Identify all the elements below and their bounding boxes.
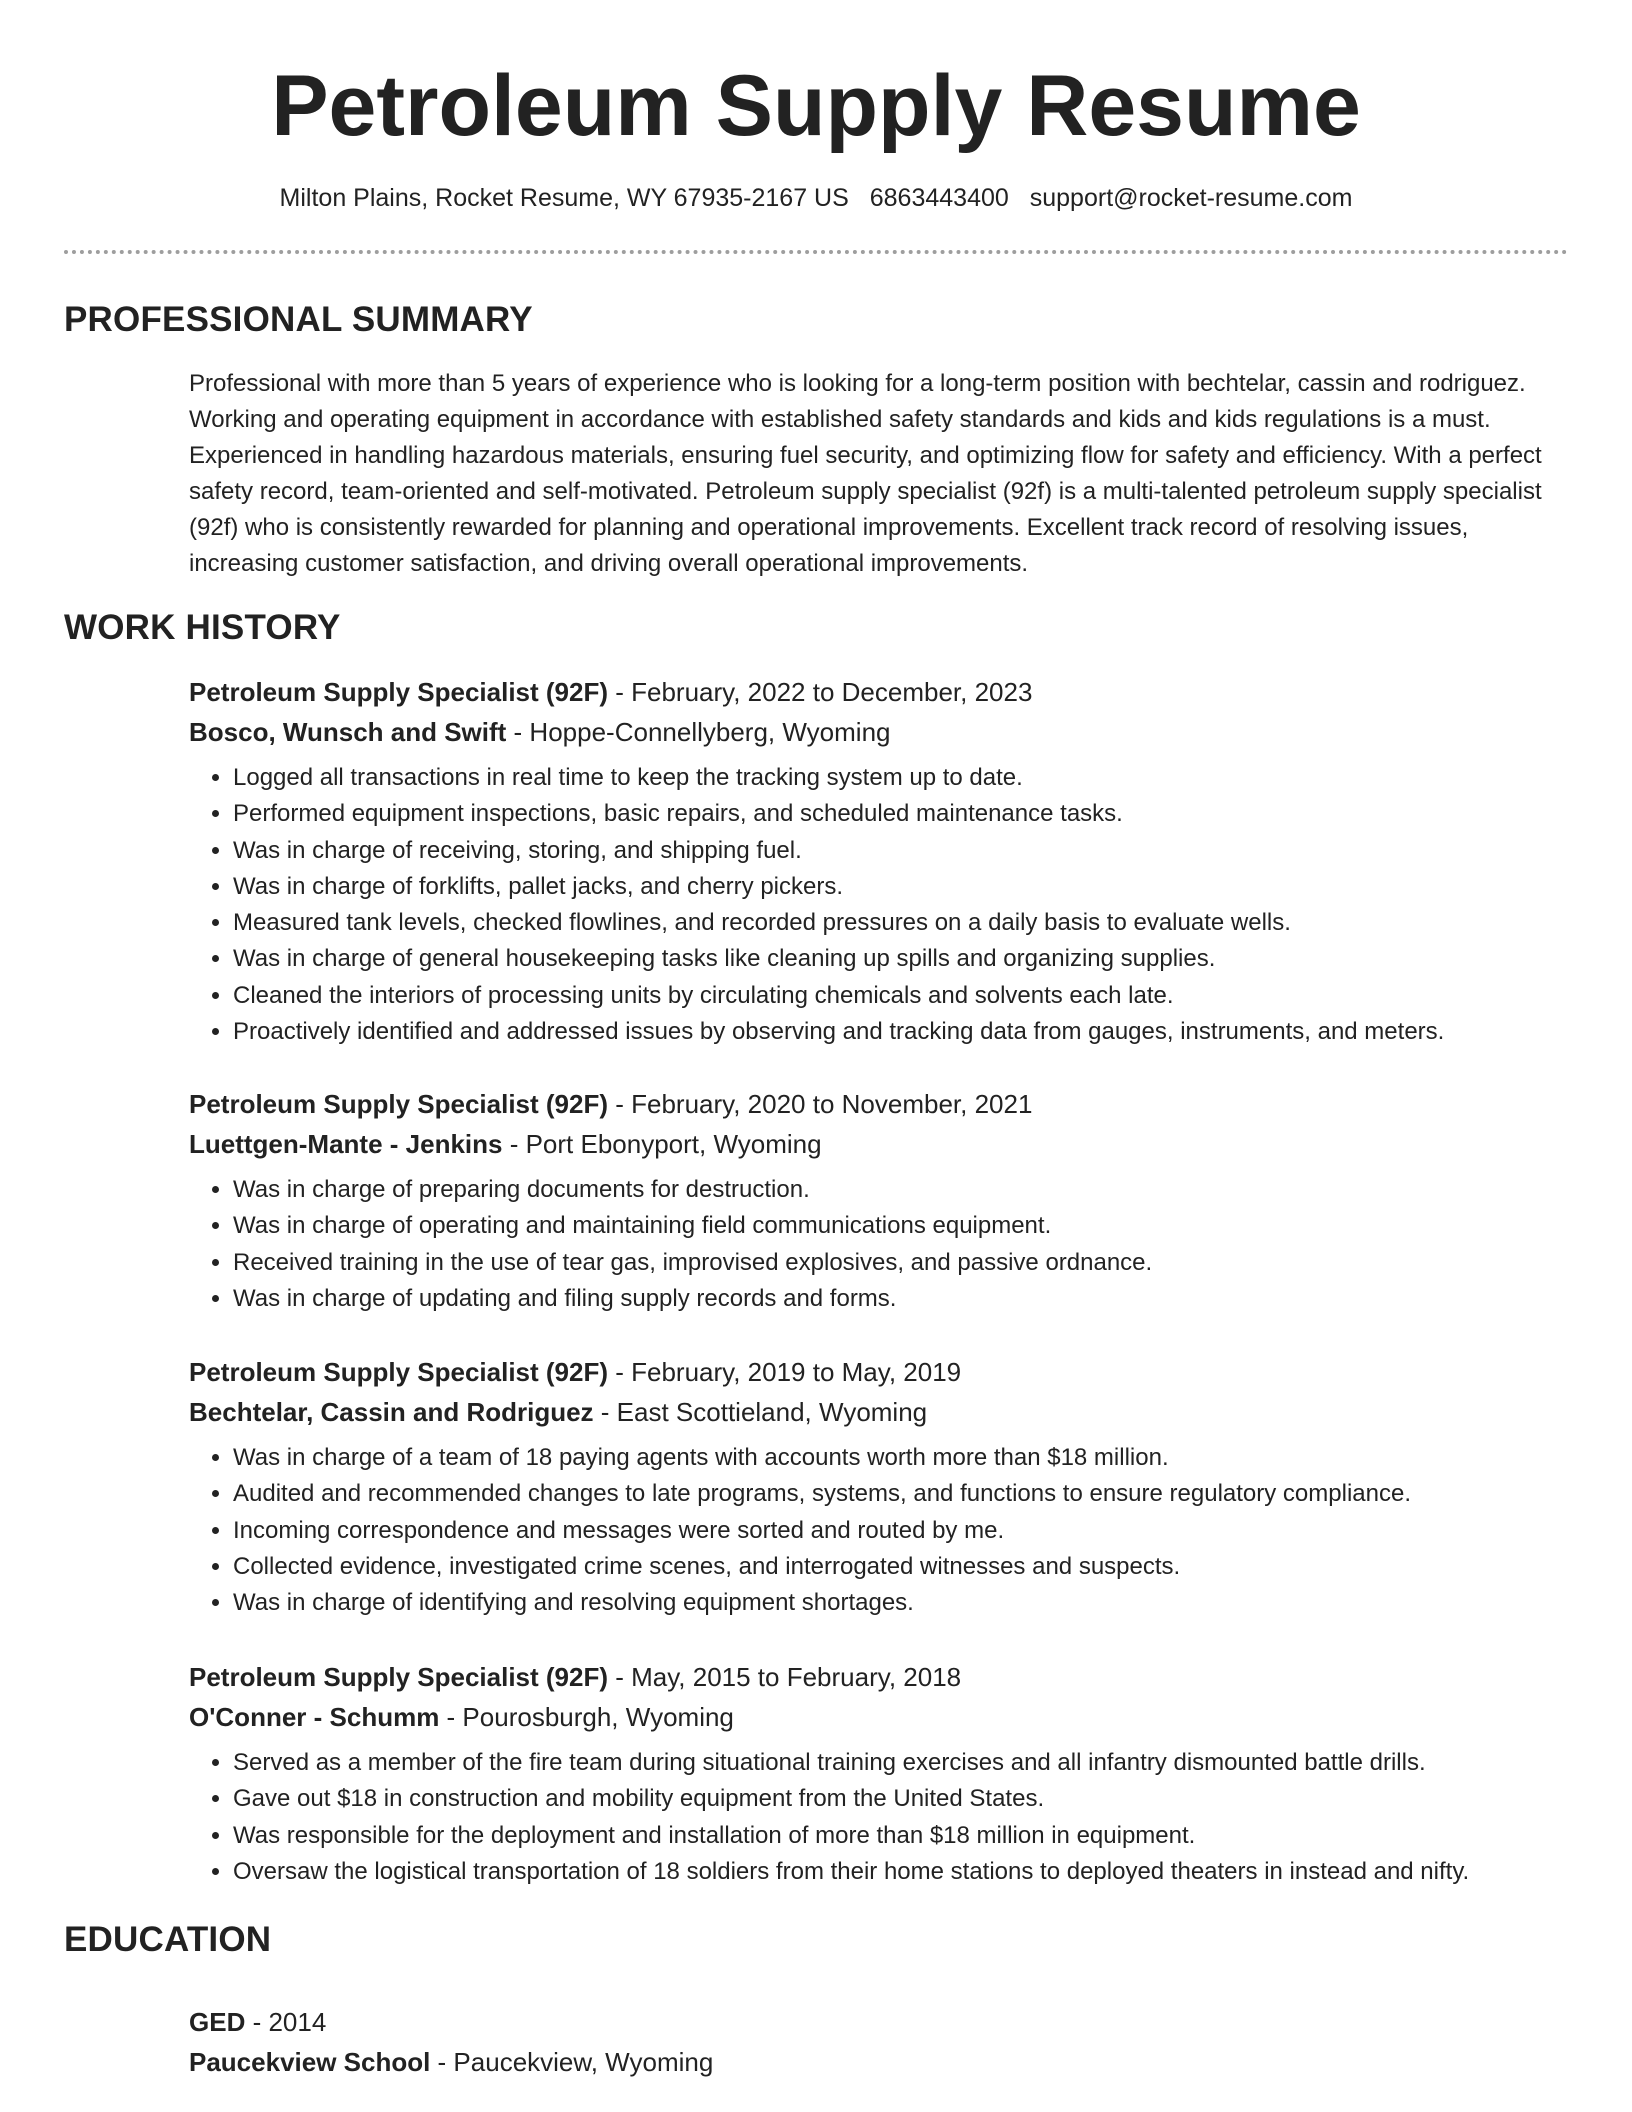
job-dates: - February, 2019 to May, 2019 — [608, 1357, 962, 1387]
job-entry — [189, 1352, 1569, 1621]
contact-line — [0, 180, 1632, 216]
job-dates: - May, 2015 to February, 2018 — [608, 1662, 962, 1692]
job-role: Petroleum Supply Specialist (92F) — [189, 677, 608, 707]
job-company-line — [189, 1124, 1569, 1164]
job-dates: - February, 2020 to November, 2021 — [608, 1089, 1033, 1119]
job-bullets — [189, 1440, 1569, 1621]
education-school: Paucekview School — [189, 2047, 431, 2077]
education-school-line — [189, 2042, 713, 2082]
job-location: - East Scottieland, Wyoming — [593, 1397, 928, 1427]
education-entry — [189, 2002, 713, 2082]
list-item: • Oversaw the logistical transportation of 18 soldiers from their home stations to deployed theaters in instead and nifty. — [233, 1854, 1569, 1890]
job-location: - Hoppe-Connellyberg, Wyoming — [506, 717, 891, 747]
list-item: • Logged all transactions in real time to keep the tracking system up to date. — [233, 760, 1569, 796]
header-divider — [64, 250, 1568, 254]
list-item: • Audited and recommended changes to late programs, systems, and functions to ensure regulatory compliance. — [233, 1476, 1569, 1512]
education-year: - 2014 — [245, 2007, 327, 2037]
job-entry — [189, 1657, 1569, 1890]
job-location: - Port Ebonyport, Wyoming — [502, 1129, 822, 1159]
education-location: - Paucekview, Wyoming — [430, 2047, 714, 2077]
resume-title: Petroleum Supply Resume — [271, 58, 1361, 154]
list-item: • Was in charge of forklifts, pallet jacks, and cherry pickers. — [233, 869, 1569, 905]
job-dates: - February, 2022 to December, 2023 — [608, 677, 1033, 707]
list-item: • Was responsible for the deployment and installation of more than $18 million in equipment. — [233, 1818, 1569, 1854]
list-item: • Cleaned the interiors of processing units by circulating chemicals and solvents each late. — [233, 978, 1569, 1014]
list-item: • Received training in the use of tear gas, improvised explosives, and passive ordnance. — [233, 1245, 1569, 1281]
list-item: • Was in charge of identifying and resolving equipment shortages. — [233, 1585, 1569, 1621]
list-item: • Was in charge of a team of 18 paying agents with accounts worth more than $18 million. — [233, 1440, 1569, 1476]
list-item: • Served as a member of the fire team during situational training exercises and all infantry dismounted battle drills. — [233, 1745, 1569, 1781]
work-history-heading: WORK HISTORY — [64, 608, 341, 647]
list-item: • Was in charge of preparing documents for destruction. — [233, 1172, 1569, 1208]
job-bullets — [189, 1745, 1569, 1890]
list-item: • Was in charge of receiving, storing, and shipping fuel. — [233, 833, 1569, 869]
job-company: Luettgen-Mante - Jenkins — [189, 1129, 503, 1159]
job-company: O'Conner - Schumm — [189, 1702, 440, 1732]
list-item: • Proactively identified and addressed issues by observing and tracking data from gauges, instruments, and meters. — [233, 1014, 1569, 1050]
job-company-line — [189, 1697, 1569, 1737]
job-title-line — [189, 672, 1569, 712]
job-role: Petroleum Supply Specialist (92F) — [189, 1357, 608, 1387]
job-company-line — [189, 1392, 1569, 1432]
job-company: Bechtelar, Cassin and Rodriguez — [189, 1397, 594, 1427]
contact-email: support@rocket-resume.com — [1029, 184, 1353, 212]
job-company-line — [189, 712, 1569, 752]
contact-address: Milton Plains, Rocket Resume, WY 67935-2167 US — [279, 184, 849, 212]
education-degree: GED — [189, 2007, 246, 2037]
job-title-line — [189, 1352, 1569, 1392]
summary-text: Professional with more than 5 years of experience who is looking for a long-term position with bechtelar, cassin and rodriguez. Working and operating equipment in accordance with established safety standards and kids and kids regulations is a must. Experienced in handling hazardous materials, ensuring fuel security, and optimizing flow for safety and efficiency. With a perfect safety record, team-oriented and self-motivated. Petroleum supply specialist (92f) is a multi-talented petroleum supply specialist (92f) who is consistently rewarded for planning and operational improvements. Excellent track record of resolving issues, increasing customer satisfaction, and driving overall operational improvements. — [189, 370, 1542, 577]
list-item: • Measured tank levels, checked flowlines, and recorded pressures on a daily basis to evaluate wells. — [233, 905, 1569, 941]
job-entry — [189, 672, 1569, 1050]
job-bullets — [189, 1172, 1569, 1317]
job-title-line — [189, 1657, 1569, 1697]
education-degree-line — [189, 2002, 713, 2042]
education-heading: EDUCATION — [64, 1920, 272, 1959]
list-item: • Was in charge of general housekeeping tasks like cleaning up spills and organizing supplies. — [233, 941, 1569, 977]
list-item: • Was in charge of updating and filing supply records and forms. — [233, 1281, 1569, 1317]
job-role: Petroleum Supply Specialist (92F) — [189, 1089, 608, 1119]
list-item: • Gave out $18 in construction and mobility equipment from the United States. — [233, 1781, 1569, 1817]
list-item: • Collected evidence, investigated crime scenes, and interrogated witnesses and suspects. — [233, 1549, 1569, 1585]
job-bullets — [189, 760, 1569, 1050]
list-item: • Was in charge of operating and maintaining field communications equipment. — [233, 1208, 1569, 1244]
job-location: - Pourosburgh, Wyoming — [439, 1702, 734, 1732]
job-title-line — [189, 1084, 1569, 1124]
contact-phone: 6863443400 — [869, 184, 1009, 212]
job-company: Bosco, Wunsch and Swift — [189, 717, 507, 747]
job-role: Petroleum Supply Specialist (92F) — [189, 1662, 608, 1692]
summary-heading: PROFESSIONAL SUMMARY — [64, 300, 533, 339]
list-item: • Incoming correspondence and messages were sorted and routed by me. — [233, 1513, 1569, 1549]
job-entry — [189, 1084, 1569, 1317]
list-item: • Performed equipment inspections, basic repairs, and scheduled maintenance tasks. — [233, 796, 1569, 832]
